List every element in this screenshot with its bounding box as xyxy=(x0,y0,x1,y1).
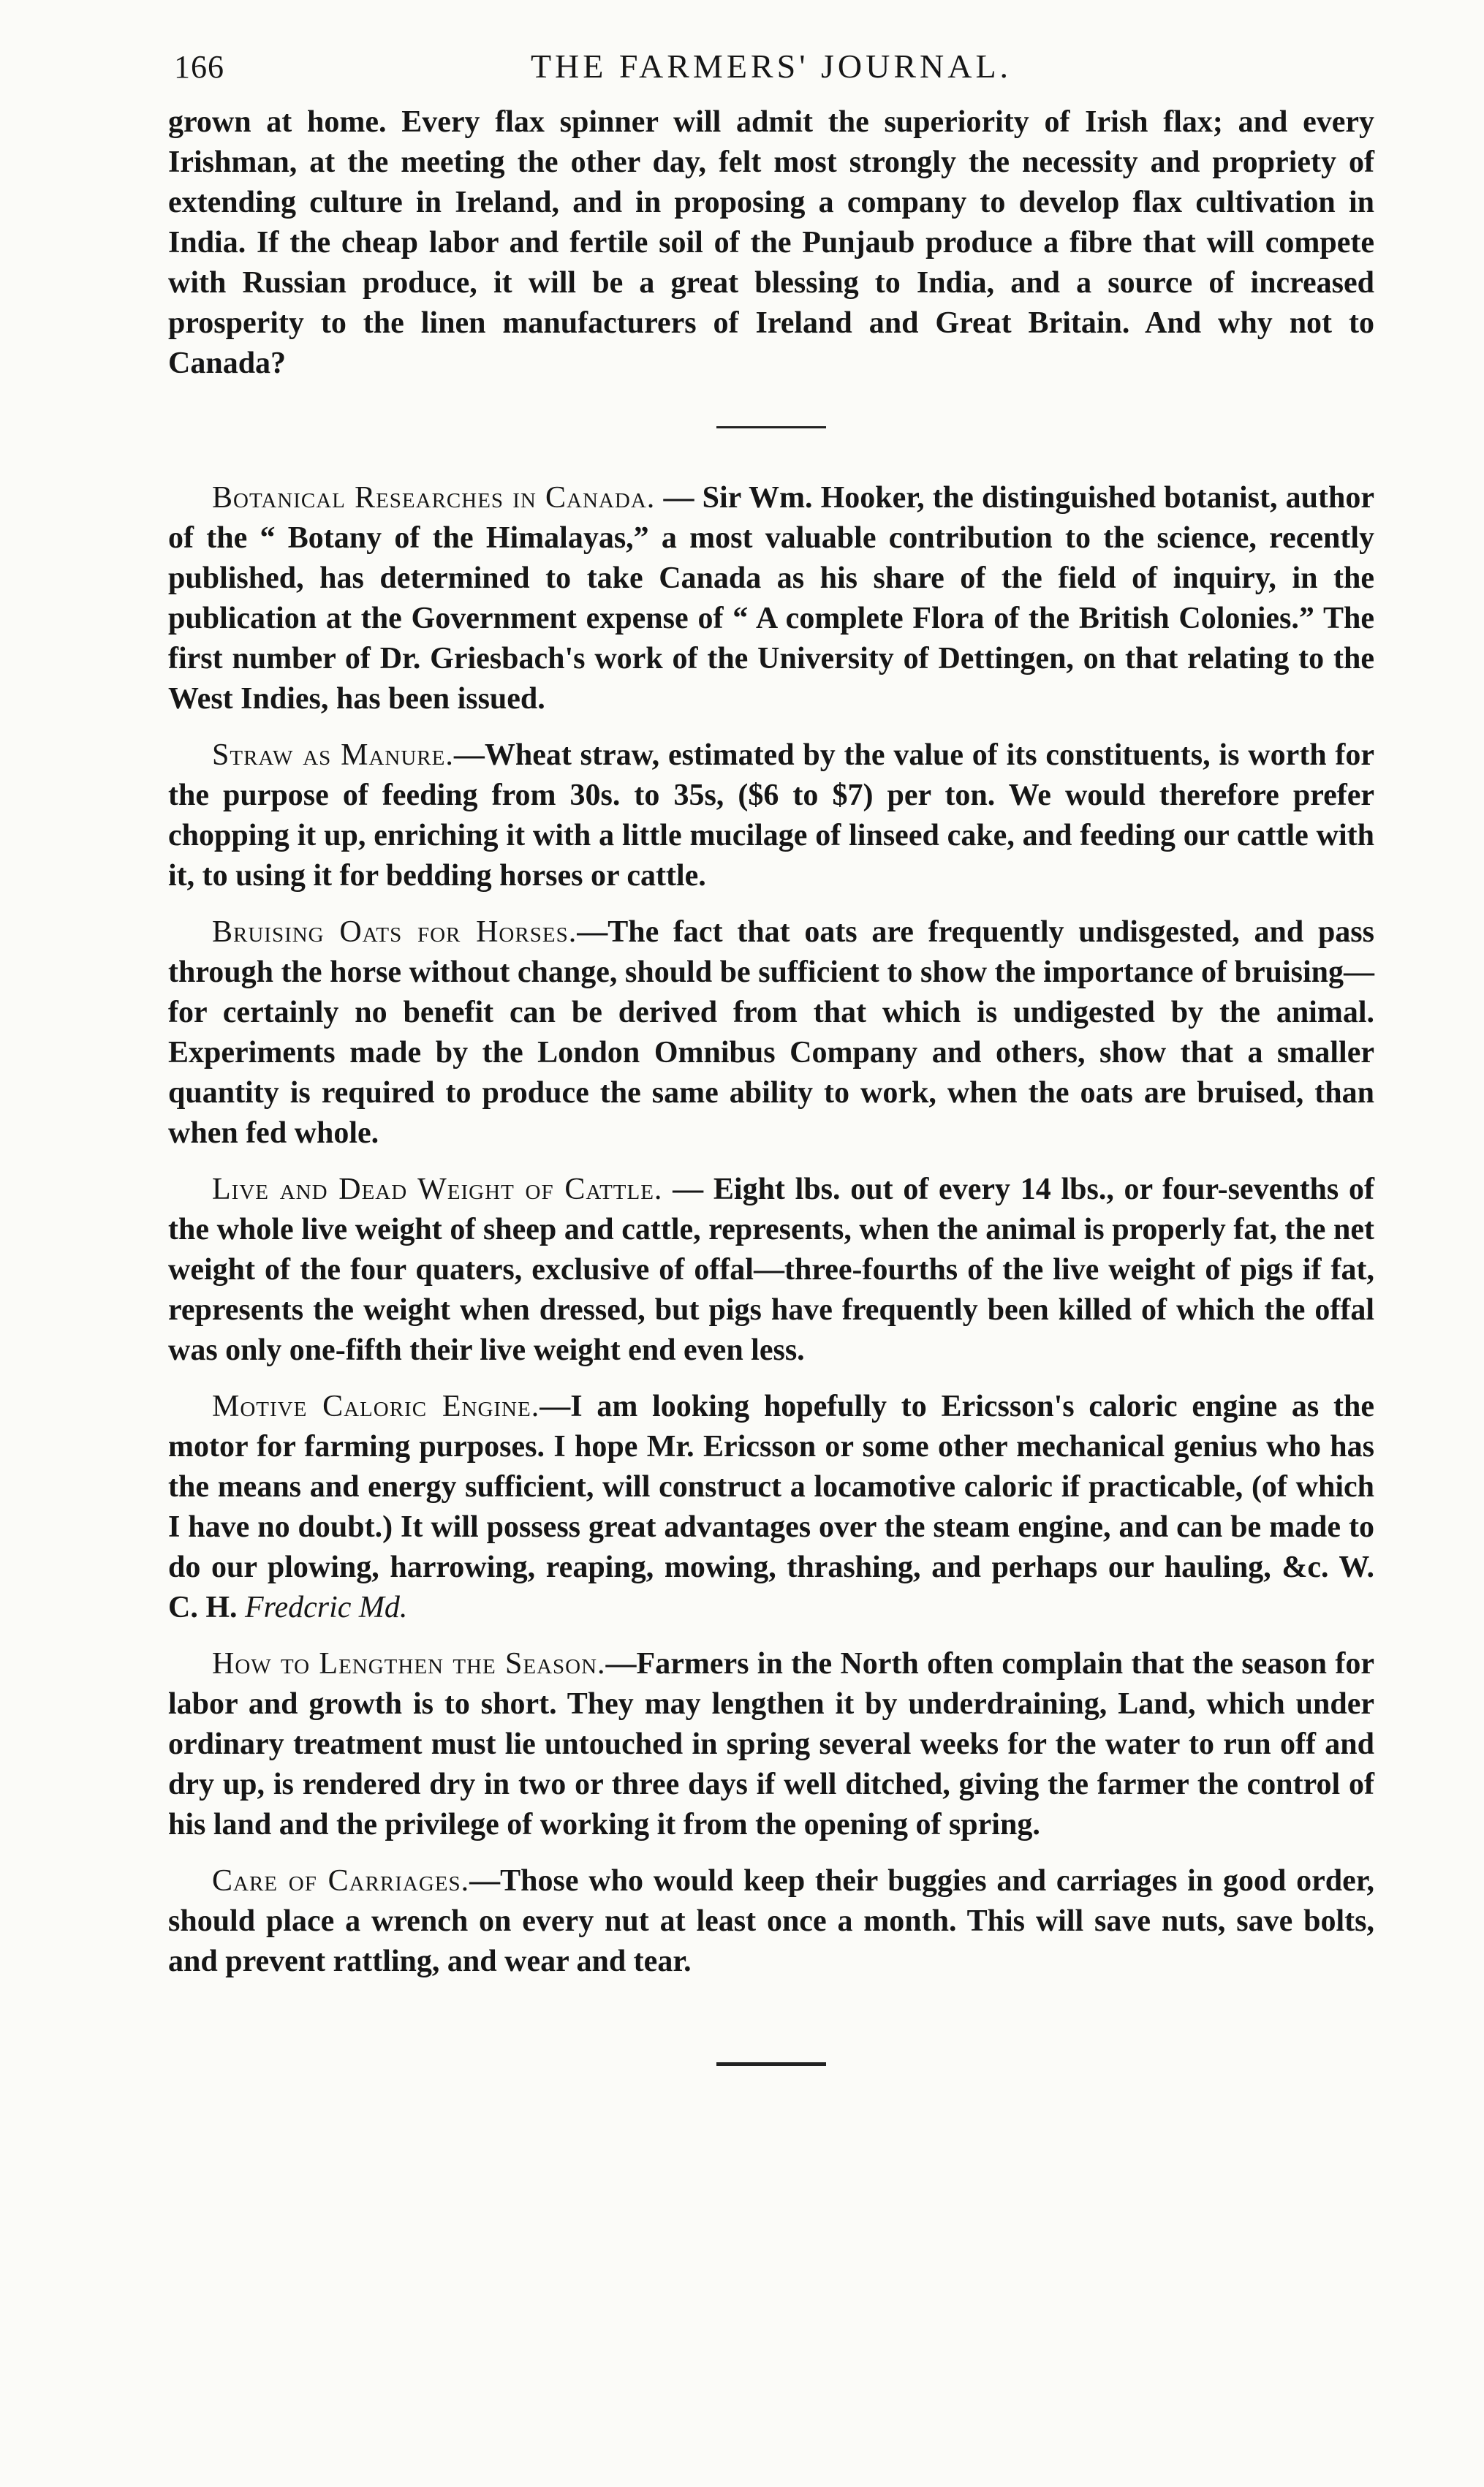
article-heading: Live and Dead Weight of Cattle. xyxy=(212,1173,663,1206)
end-divider xyxy=(716,2062,826,2066)
article-text: —I am looking hopefully to Ericsson's caloric engine as the motor for farming purposes. I hope Mr. Ericsson or some other mechanical genius who has the means and energy sufficient, will construct a locamotive caloric if practicable, (of which I have no doubt.) It will possess great advantages over the steam engine, and can be made to do our plowing, harrowing, reaping, mowing, thrashing, and perhaps our hauling, &c. W. C. H. xyxy=(168,1390,1374,1624)
running-head xyxy=(168,44,1374,95)
article-heading: Botanical Researches in Canada. xyxy=(212,481,656,515)
article-motive-caloric-engine xyxy=(168,1387,1374,1628)
article-text: —Those who would keep their buggies and carriages in good order, should place a wrench on every nut at least once a month. This will save nuts, save bolts, and prevent rattling, and wear and tear. xyxy=(168,1864,1374,1978)
article-text: — Eight lbs. out of every 14 lbs., or four-sevenths of the whole live weight of sheep and cattle, represents, when the animal is properly fat, the net weight of the four quaters, exclusive of offal—three-fourths of the live weight of pigs if fat, represents the weight when dressed, but pigs have frequently been killed of which the offal was only one-fifth their live weight end even less. xyxy=(168,1173,1374,1367)
section-divider xyxy=(716,426,826,428)
article-live-dead-weight xyxy=(168,1170,1374,1371)
article-heading: Straw as Manure. xyxy=(212,738,454,772)
article-signature: Fredcric Md. xyxy=(245,1591,408,1624)
article-text: —Farmers in the North often complain that the season for labor and growth is to short. They may lengthen it by underdraining, Land, which under ordinary treatment must lie untouched in spring several weeks for the water to run off and dry up, is rendered dry in two or three days if well ditched, giving the farmer the control of his land and the privilege of working it from the opening of spring. xyxy=(168,1647,1374,1841)
journal-title: THE FARMERS' JOURNAL. xyxy=(530,48,1012,85)
article-heading: How to Lengthen the Season. xyxy=(212,1647,606,1681)
article-heading: Care of Carriages. xyxy=(212,1864,470,1898)
article-lengthen-season xyxy=(168,1644,1374,1845)
article-care-of-carriages xyxy=(168,1861,1374,1982)
page-number: 166 xyxy=(174,49,224,85)
opening-paragraph: grown at home. Every flax spinner will admit the superiority of Irish flax; and every Irishman, at the meeting the other day, felt most strongly the necessity and propriety of extending culture in Ireland, and in proposing a company to develop flax cultivation in India. If the cheap labor and fertile soil of the Punjaub produce a fibre that will compete with Russian produce, it will be a great blessing to India, and a source of increased prosperity to the linen manufacturers of Ireland and Great Britain. And why not to Canada? xyxy=(168,105,1374,380)
article-text: —Wheat straw, estimated by the value of its constituents, is worth for the purpose of feeding from 30s. to 35s, ($6 to $7) per ton. We would therefore prefer chopping it up, enriching it with a little mucilage of linseed cake, and feeding our cattle with it, to using it for bedding horses or cattle. xyxy=(168,738,1374,893)
article-text: — Sir Wm. Hooker, the distinguished botanist, author of the “ Botany of the Himalayas,” a most valuable contribution to the science, recently published, has determined to take Canada as his share of the field of inquiry, in the publication at the Government expense of “ A complete Flora of the British Colonies.” The first number of Dr. Griesbach's work of the University of Dettingen, on that relating to the West Indies, has been issued. xyxy=(168,481,1374,716)
article-text: —The fact that oats are frequently undisgested, and pass through the horse without change, should be sufficient to show the importance of bruising—for certainly no benefit can be derived from that which is undigested by the animal. Experiments made by the London Omnibus Company and others, show that a smaller quantity is required to produce the same ability to work, when the oats are bruised, than when fed whole. xyxy=(168,915,1374,1150)
journal-page xyxy=(168,44,1374,2066)
article-bruising-oats xyxy=(168,912,1374,1154)
article-heading: Motive Caloric Engine. xyxy=(212,1390,540,1423)
article-botanical-researches xyxy=(168,478,1374,719)
article-heading: Bruising Oats for Horses. xyxy=(212,915,578,949)
article-straw-as-manure xyxy=(168,735,1374,896)
